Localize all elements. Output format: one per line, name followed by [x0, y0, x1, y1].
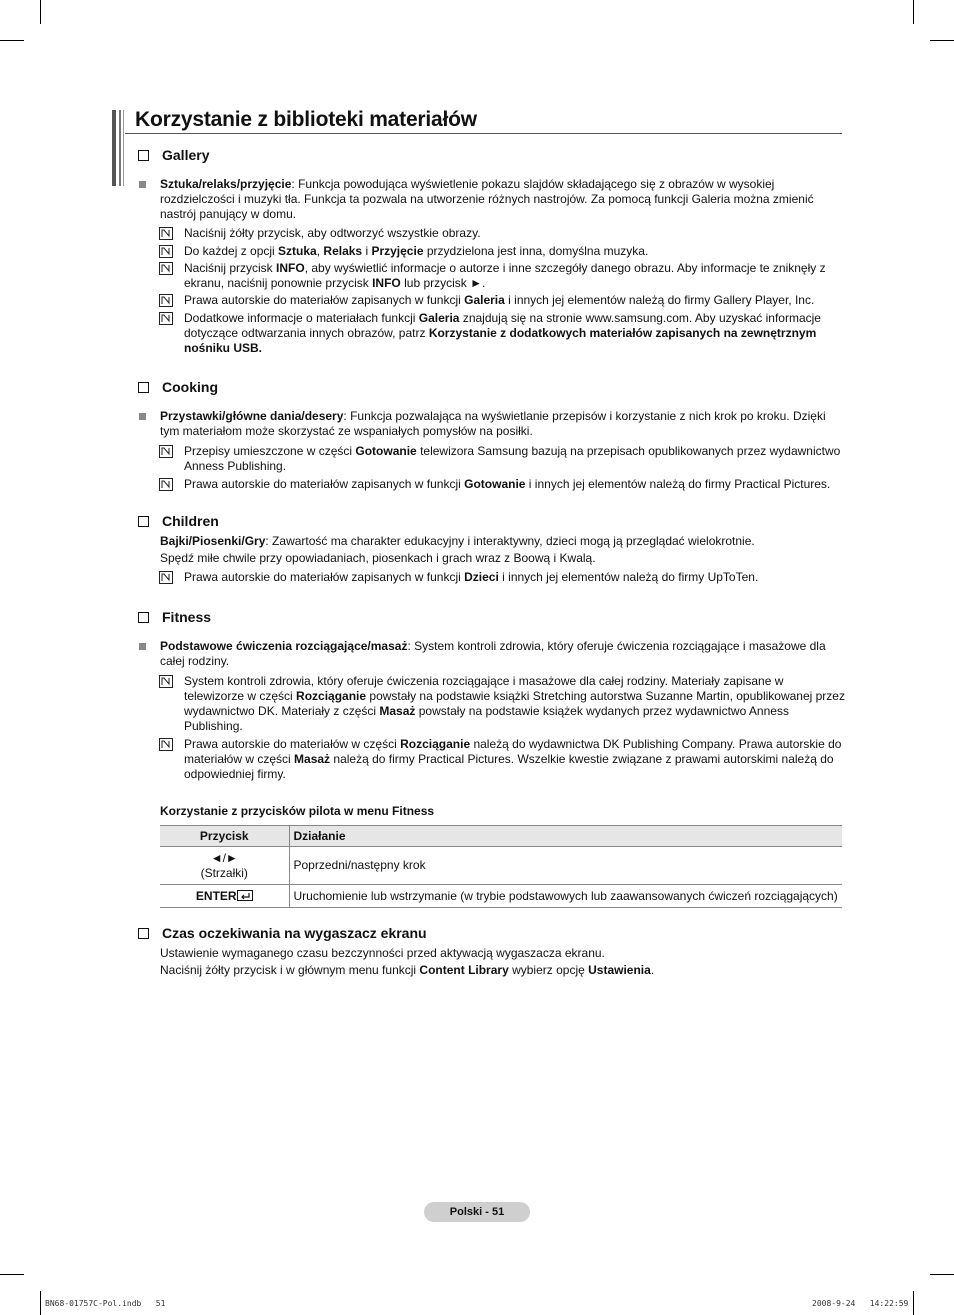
paragraph	[135, 963, 845, 978]
note-text: Do każdej z opcji	[184, 244, 279, 258]
section-heading	[135, 146, 845, 164]
note-icon	[159, 738, 173, 751]
remote-buttons-table	[160, 825, 842, 908]
note-item	[135, 226, 845, 241]
table-row	[160, 885, 842, 908]
section-gallery	[135, 146, 845, 356]
note-bold: Gotowanie	[355, 444, 417, 458]
item-text: Naciśnij żółty przycisk i w głównym menu funkcji	[160, 963, 420, 977]
table-cell: Uruchomienie lub wstrzymanie (w trybie podstawowych lub zaawansowanych ćwiczeń rozciągających)	[289, 885, 842, 908]
note-text: i innych jej elementów należą do firmy UpToTen.	[498, 570, 759, 584]
note-icon	[159, 675, 173, 688]
checkbox-icon	[138, 382, 149, 393]
item-bold: Content Library	[419, 963, 509, 977]
note-item	[135, 477, 845, 492]
note-text: Dodatkowe informacje o materiałach funkcji	[184, 311, 419, 325]
column-header: Przycisk	[160, 826, 289, 847]
note-item	[135, 293, 845, 308]
note-bold: Relaks	[323, 244, 363, 258]
item-text: .	[650, 963, 655, 977]
crop-mark	[930, 1274, 954, 1275]
note-text: , aby wyświetlić informacje o autorze i inne szczegóły danego obrazu. Aby informacje te zniknęły z ekranu, naciśnij ponownie przycisk	[184, 261, 826, 290]
square-bullet-icon	[139, 413, 146, 420]
checkbox-icon	[138, 516, 149, 527]
note-bold: Masaż	[294, 752, 331, 766]
bullet-item	[135, 639, 845, 669]
note-bold: Gotowanie	[464, 477, 526, 491]
section-heading	[135, 512, 845, 530]
item-term: Podstawowe ćwiczenia rozciągające/masaż	[160, 639, 408, 653]
enter-key-label: ENTER	[195, 888, 237, 903]
note-text: powstały na podstawie książek wydanych przez wydawnictwo Anness Publishing.	[184, 704, 789, 733]
table-header-row	[160, 826, 842, 847]
note-item	[135, 570, 845, 585]
note-text: znajdują się na stronie www.samsung.com. Aby uzyskać informacje dotyczące odtwarzania innych obrazów, patrz	[184, 311, 821, 340]
item-term: Przystawki/główne dania/desery	[160, 409, 344, 423]
paragraph	[135, 946, 845, 961]
arrow-keys-label: ◄/►	[210, 850, 238, 865]
heading-text: Fitness	[162, 609, 212, 625]
note-text: Prawa autorskie do materiałów zapisanych w funkcji	[184, 293, 465, 307]
note-text: Przepisy umieszczone w części	[184, 444, 356, 458]
title-decoration	[112, 110, 125, 186]
section-heading	[135, 378, 845, 396]
square-bullet-icon	[139, 643, 146, 650]
heading-text: Children	[162, 513, 219, 529]
page-number-badge: Polski - 51	[424, 1202, 530, 1222]
crop-mark	[0, 1274, 24, 1275]
crop-mark	[913, 1291, 914, 1315]
note-item	[135, 674, 845, 734]
paragraph	[135, 551, 845, 566]
note-bold: Przyjęcie	[371, 244, 424, 258]
section-screensaver	[135, 924, 845, 978]
table-cell	[160, 847, 289, 885]
note-icon	[159, 445, 173, 458]
item-text: : Funkcja powodująca wyświetlenie pokazu slajdów składającego się z obrazów w wysokiej rozdzielczości i muzyki tła. Funkcja ta pozwala na utworzenie różnych nastrojów. Za pomocą funkcji Galeria można zmienić nastrój panujący w domu.	[160, 177, 814, 221]
note-text: i	[362, 244, 372, 258]
item-term: Sztuka/relaks/przyjęcie	[160, 177, 292, 191]
title-rule	[125, 133, 842, 134]
checkbox-icon	[138, 150, 149, 161]
section-cooking	[135, 378, 845, 492]
square-bullet-icon	[139, 181, 146, 188]
checkbox-icon	[138, 928, 149, 939]
note-text: System kontroli zdrowia, który oferuje ćwiczenia rozciągające i masażowe dla całej rodziny. Materiały zapisane w telewizorze w części	[184, 674, 784, 703]
item-text: Spędź miłe chwile przy opowiadaniach, piosenkach i grach wraz z Boową i Kwalą.	[160, 551, 596, 565]
column-header: Działanie	[289, 826, 842, 847]
note-bold: Galeria	[464, 293, 505, 307]
note-bold: INFO	[276, 261, 305, 275]
note-icon	[159, 227, 173, 240]
item-text: : Funkcja pozwalająca na wyświetlanie przepisów i korzystanie z nich krok po kroku. Dzięki tym materiałom może skorzystać ze wspaniałych pomysłów na posiłki.	[160, 409, 826, 438]
note-text: i innych jej elementów należą do firmy Practical Pictures.	[525, 477, 831, 491]
heading-text: Czas oczekiwania na wygaszacz ekranu	[162, 925, 427, 941]
note-text: ,	[316, 244, 324, 258]
note-icon	[159, 478, 173, 491]
note-bold: Masaż	[379, 704, 416, 718]
heading-text: Cooking	[162, 379, 218, 395]
item-text: wybierz opcję	[508, 963, 589, 977]
note-icon	[159, 262, 173, 275]
heading-text: Gallery	[162, 147, 210, 163]
table-cell: Poprzedni/następny krok	[289, 847, 842, 885]
note-item	[135, 261, 845, 291]
note-item	[135, 244, 845, 259]
crop-mark	[40, 1291, 41, 1315]
enter-icon	[237, 890, 253, 901]
note-text: lub przycisk ►.	[400, 276, 486, 290]
print-slug-left: BN68-01757C-Pol.indb 51	[45, 1299, 166, 1308]
note-bold: INFO	[372, 276, 401, 290]
crop-mark	[913, 0, 914, 24]
note-bold: Rozciąganie	[296, 689, 367, 703]
note-text: telewizora Samsung bazują na przepisach opublikowanych przez wydawnictwo Anness Publishing.	[184, 444, 841, 473]
item-text: Ustawienie wymaganego czasu bezczynności przed aktywacją wygaszacza ekranu.	[160, 946, 605, 960]
note-text: Naciśnij żółty przycisk, aby odtworzyć wszystkie obrazy.	[184, 226, 481, 240]
note-item	[135, 737, 845, 782]
note-text: i innych jej elementów należą do firmy Gallery Player, Inc.	[504, 293, 815, 307]
crop-mark	[0, 40, 24, 41]
note-text: Naciśnij przycisk	[184, 261, 277, 275]
note-text: należą do firmy Practical Pictures. Wszelkie kwestie związane z prawami autorskimi należą do odpowiedniej firmy.	[184, 752, 834, 781]
table-cell	[160, 885, 289, 908]
bullet-item	[135, 409, 845, 439]
note-text: należą do wydawnictwa DK Publishing Company. Prawa autorskie do materiałów w części	[184, 737, 842, 766]
section-fitness	[135, 608, 845, 908]
note-bold: Sztuka	[278, 244, 317, 258]
section-children	[135, 512, 845, 585]
page-title: Korzystanie z biblioteki materiałów	[135, 108, 477, 131]
note-icon	[159, 245, 173, 258]
note-item	[135, 311, 845, 356]
crop-mark	[930, 40, 954, 41]
note-bold: Rozciąganie	[400, 737, 471, 751]
note-bold: Galeria	[418, 311, 460, 325]
item-bold: Ustawienia	[588, 963, 651, 977]
section-heading	[135, 608, 845, 626]
arrow-keys-sublabel: (Strzałki)	[200, 865, 248, 880]
note-item	[135, 444, 845, 474]
table-caption: Korzystanie z przycisków pilota w menu Fitness	[160, 804, 435, 818]
table-row	[160, 847, 842, 885]
note-bold: Korzystanie z dodatkowych materiałów zapisanych na zewnętrznym nośniku USB.	[184, 326, 817, 355]
bullet-item	[135, 177, 845, 222]
checkbox-icon	[138, 612, 149, 623]
note-text: Prawa autorskie do materiałów zapisanych w funkcji	[184, 477, 465, 491]
paragraph	[135, 534, 845, 549]
note-text: Prawa autorskie do materiałów w części	[184, 737, 401, 751]
note-bold: Dzieci	[464, 570, 499, 584]
note-text: przydzielona jest inna, domyślna muzyka.	[423, 244, 649, 258]
note-text: Prawa autorskie do materiałów zapisanych w funkcji	[184, 570, 465, 584]
item-term: Bajki/Piosenki/Gry	[160, 534, 266, 548]
note-icon	[159, 294, 173, 307]
note-icon	[159, 312, 173, 325]
crop-mark	[40, 0, 41, 24]
item-text: : Zawartość ma charakter edukacyjny i interaktywny, dzieci mogą ją przeglądać wielokrotnie.	[265, 534, 755, 548]
section-heading	[135, 924, 845, 942]
print-slug-right: 2008-9-24 14:22:59	[812, 1299, 909, 1308]
note-text: powstały na podstawie książki Stretching autorstwa Suzanne Martin, opublikowanej przez wydawnictwo DK. Materiały z części	[184, 689, 845, 718]
item-text: : System kontroli zdrowia, który oferuje ćwiczenia rozciągające i masażowe dla całej rodziny.	[160, 639, 826, 668]
note-icon	[159, 571, 173, 584]
